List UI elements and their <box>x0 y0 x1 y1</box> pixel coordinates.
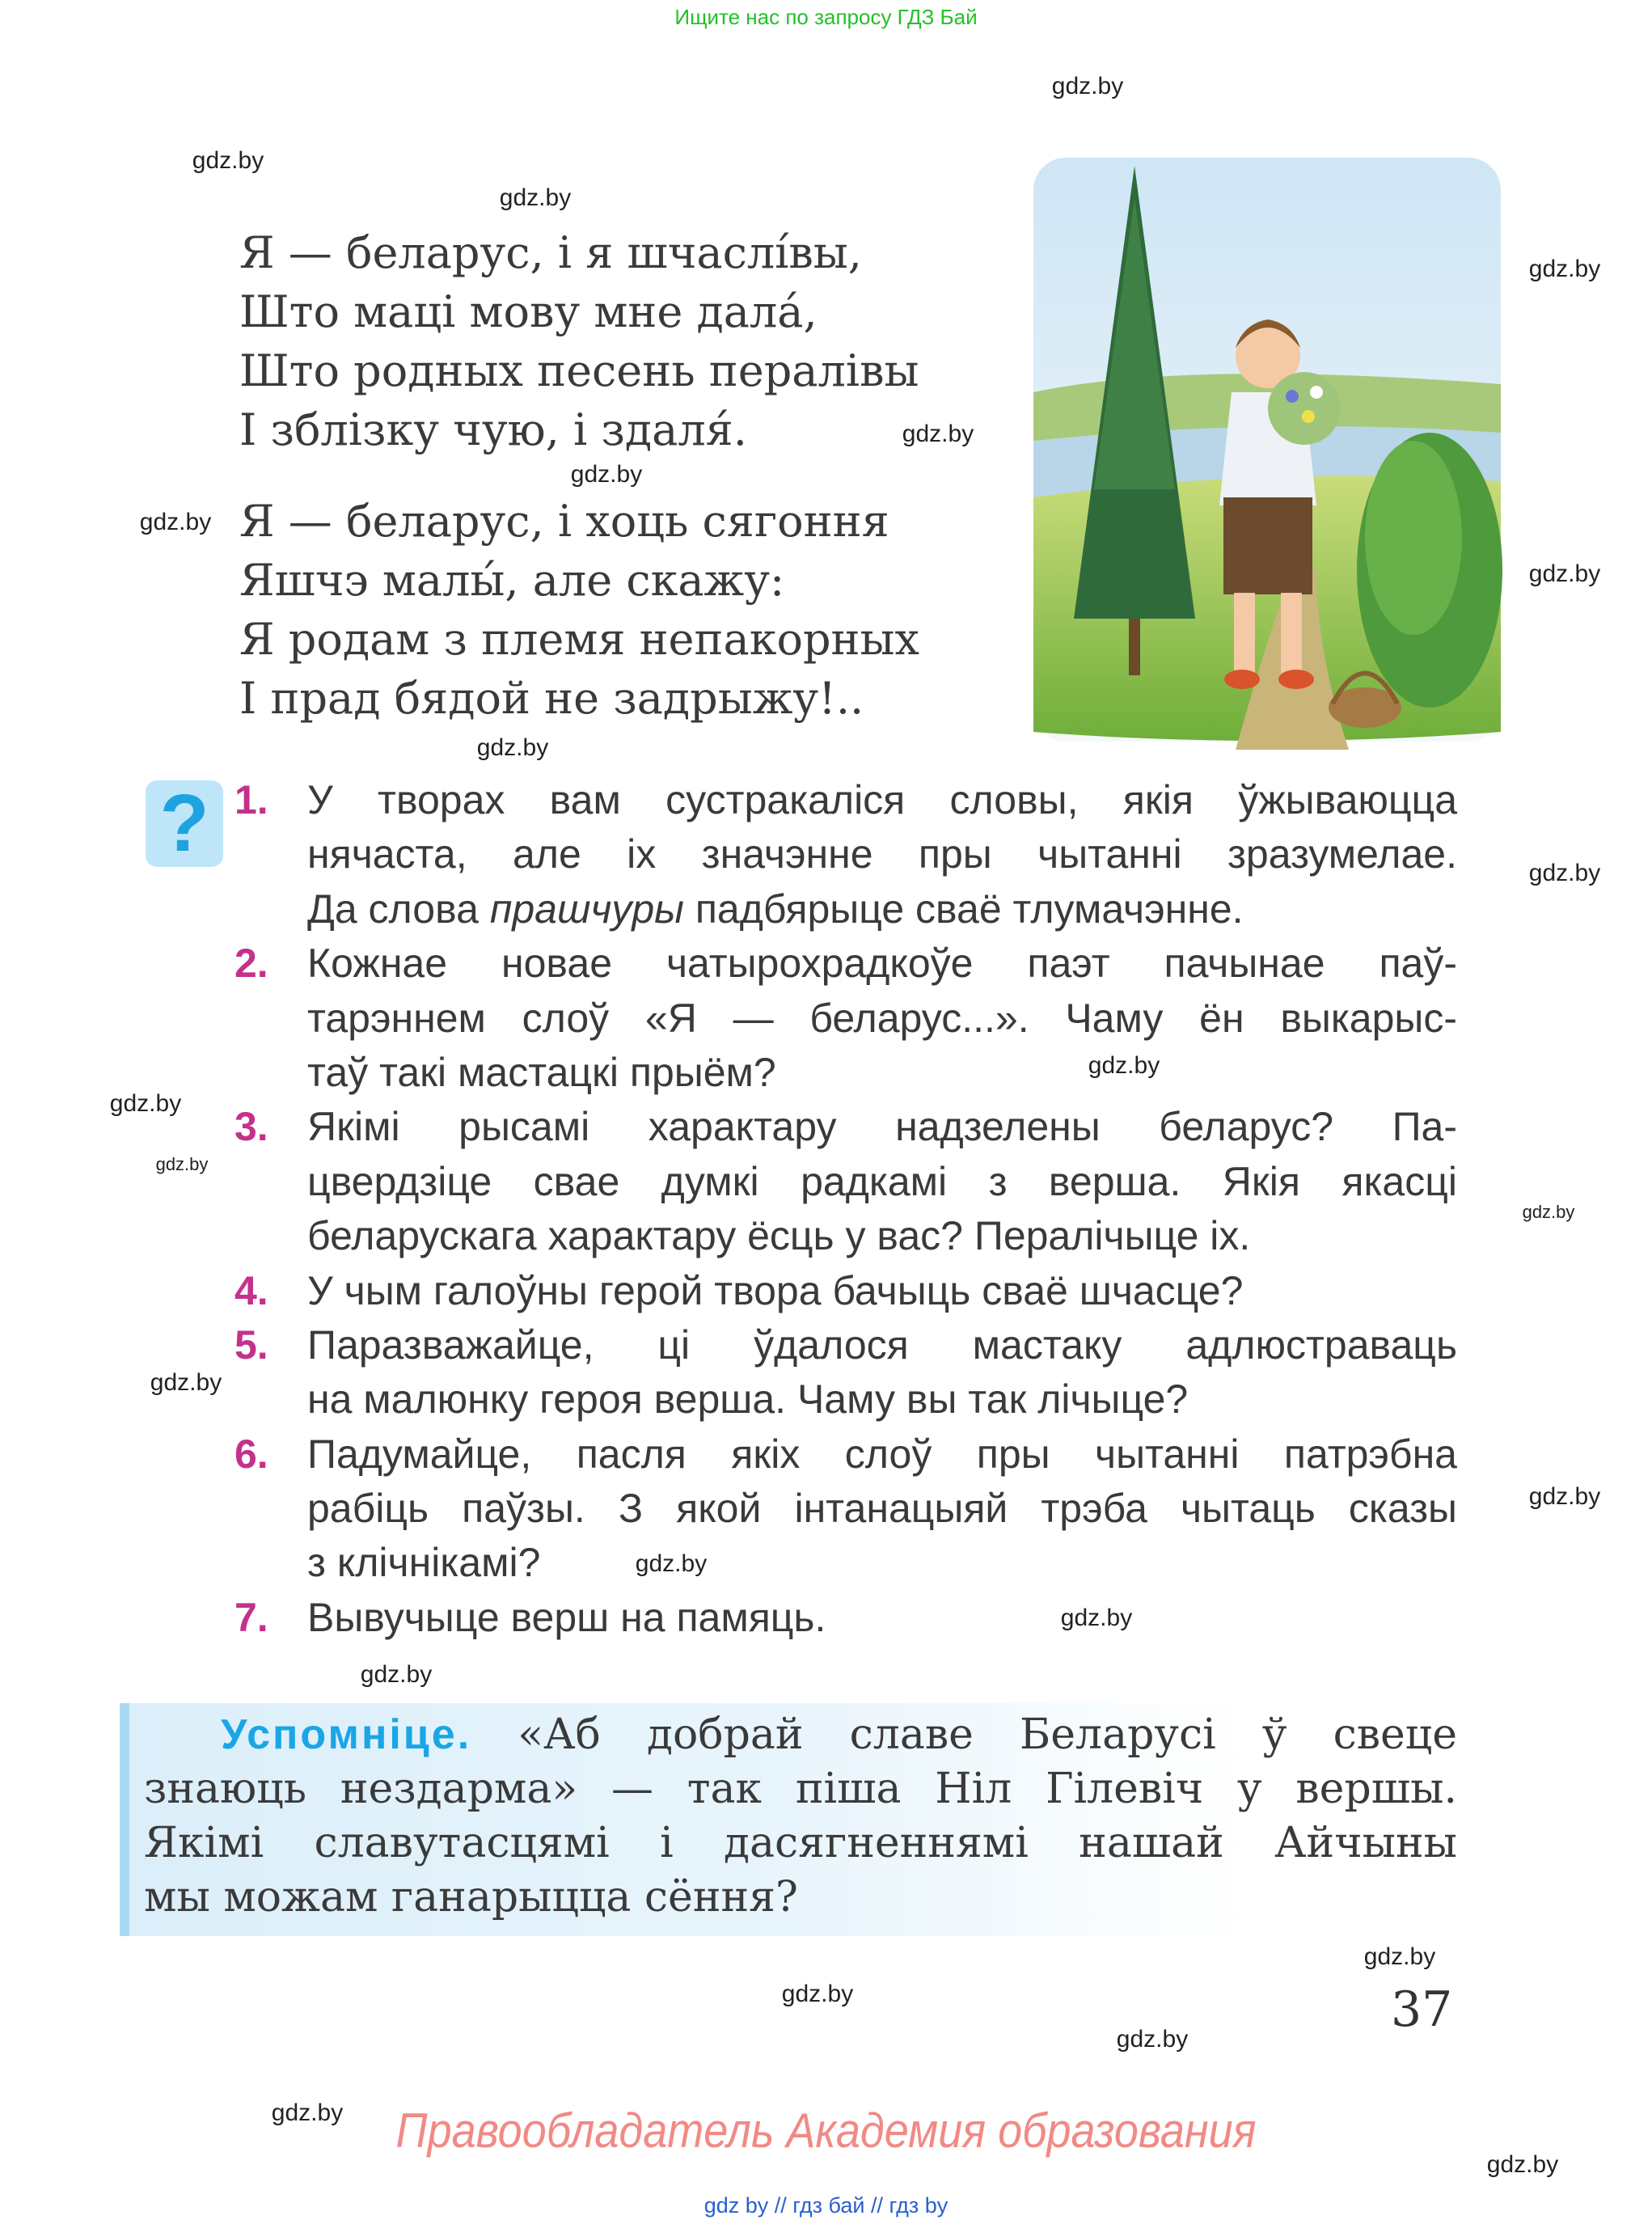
poem-line: Што маці мову мне дала́, <box>239 286 818 337</box>
question-number: 6. <box>234 1431 268 1477</box>
question-line: Якімі рысамі характару надзелены беларус? Па- <box>307 1104 1457 1150</box>
watermark: gdz.by <box>139 509 212 535</box>
remember-line <box>144 1708 1457 1762</box>
poem-line: І зблізку чую, і здаля́. <box>239 404 747 455</box>
watermark: gdz.by <box>476 734 549 761</box>
question-icon: ? <box>146 780 223 867</box>
question-line: тарэннем слоў «Я — беларус...». Чаму ён выкарыс- <box>307 995 1457 1041</box>
question-item <box>234 1318 1457 1427</box>
watermark: gdz.by <box>360 1661 433 1688</box>
question-line <box>307 882 1457 937</box>
watermark: gdz.by <box>902 421 974 447</box>
watermark: gdz.by <box>635 1550 708 1577</box>
question-item <box>234 1591 1457 1645</box>
remember-line: мы можам ганарыцца сёння? <box>144 1873 798 1922</box>
question-line: нячаста, але іх значэнне пры чытанні зразумелае. <box>307 831 1457 877</box>
question-line: Паразважайце, ці ўдалося мастаку адлюстраваць <box>307 1321 1457 1368</box>
text: Да слова <box>307 886 490 932</box>
question-item <box>234 1100 1457 1263</box>
watermark: gdz.by <box>155 1154 209 1174</box>
question-number: 2. <box>234 941 268 987</box>
question-number: 4. <box>234 1267 268 1313</box>
poem-stanza-1 <box>239 223 919 459</box>
watermark: gdz.by <box>1528 1483 1601 1510</box>
question-line: рабіць паўзы. З якой інтанацыяй трэба чытаць сказы <box>307 1486 1457 1532</box>
emphasized-word: прашчуры <box>489 886 684 932</box>
poem-line: Яшчэ малы́, але скажу: <box>239 555 785 606</box>
watermark: gdz.by <box>1528 860 1601 886</box>
watermark: gdz.by <box>1528 560 1601 587</box>
watermark: gdz.by <box>1522 1202 1575 1222</box>
question-item <box>234 1264 1457 1318</box>
poem-line: Што родных песень пералівы <box>239 345 919 396</box>
copyright-notice: Правообладатель Академия образования <box>395 2103 1257 2158</box>
remember-line: знаюць нездарма» — так піша Ніл Гілевіч у вершы. <box>144 1765 1457 1813</box>
tree-right <box>1357 433 1502 708</box>
watermark: gdz.by <box>192 147 264 174</box>
text: «Аб добрай славе Беларусі ў свеце <box>518 1710 1457 1759</box>
watermark: gdz.by <box>1528 256 1601 282</box>
question-number: 3. <box>234 1104 268 1150</box>
question-line: з клічнікамі? <box>307 1540 541 1586</box>
question-line: беларускага характару ёсць у вас? Пералічыце іх. <box>307 1213 1251 1259</box>
watermark: gdz.by <box>1088 1052 1160 1079</box>
remember-line: Якімі славутасцямі і дасягненнямі нашай Айчыны <box>144 1819 1457 1867</box>
header-note[interactable]: Ищите нас по запросу ГДЗ Бай <box>674 5 978 29</box>
watermark: gdz.by <box>271 2099 344 2126</box>
watermark: gdz.by <box>1116 2026 1189 2053</box>
question-line: Падумайце, пасля якіх слоў пры чытанні патрэбна <box>307 1431 1457 1477</box>
question-item <box>234 937 1457 1100</box>
poem-stanza-2 <box>239 492 919 728</box>
watermark: gdz.by <box>781 1981 854 2007</box>
watermark: gdz.by <box>570 461 643 488</box>
poem-line: Я родам з племя непакорных <box>239 614 919 665</box>
bottom-links[interactable]: gdz by // гдз бай // гдз by <box>703 2193 949 2218</box>
remember-text <box>144 1708 1457 1925</box>
question-line: Кожнае новае чатырохрадкоўе паэт пачынае паў- <box>307 941 1457 987</box>
question-line: цвердзіце свае думкі радкамі з верша. Якія якасці <box>307 1158 1457 1204</box>
watermark: gdz.by <box>109 1090 182 1117</box>
watermark: gdz.by <box>499 184 572 211</box>
watermark: gdz.by <box>1060 1605 1133 1631</box>
question-line: У чым галоўны герой твора бачыць сваё шчасце? <box>307 1267 1244 1313</box>
question-item <box>234 773 1457 937</box>
question-number: 1. <box>234 777 268 822</box>
poem-line: Я — беларус, і хоць сягоння <box>239 496 889 547</box>
question-item <box>234 1427 1457 1591</box>
page-number: 37 <box>1391 1981 1453 2038</box>
remember-label: Успомніце. <box>221 1711 472 1758</box>
text: падбярыце сваё тлумачэнне. <box>683 886 1244 932</box>
watermark: gdz.by <box>1486 2151 1559 2178</box>
watermark: gdz.by <box>1051 73 1124 99</box>
question-line: У творах вам сустракаліся словы, якія ўжываюцца <box>307 777 1457 822</box>
poem-line: І прад бядой не задрыжу!.. <box>239 673 864 724</box>
question-number: 5. <box>234 1321 268 1368</box>
question-number: 7. <box>234 1594 268 1640</box>
remember-box-accent-bar <box>120 1703 129 1936</box>
questions-list <box>234 773 1457 1645</box>
question-line: таў такі мастацкі прыём? <box>307 1049 776 1095</box>
poem-line: Я — беларус, і я шчаслі́вы, <box>239 227 862 278</box>
boy-in-meadow-illustration <box>1025 150 1509 750</box>
watermark: gdz.by <box>150 1369 222 1396</box>
question-line: на малюнку героя верша. Чаму вы так лічыце? <box>307 1376 1189 1423</box>
question-line: Вывучыце верш на памяць. <box>307 1594 826 1640</box>
watermark: gdz.by <box>1363 1943 1436 1970</box>
